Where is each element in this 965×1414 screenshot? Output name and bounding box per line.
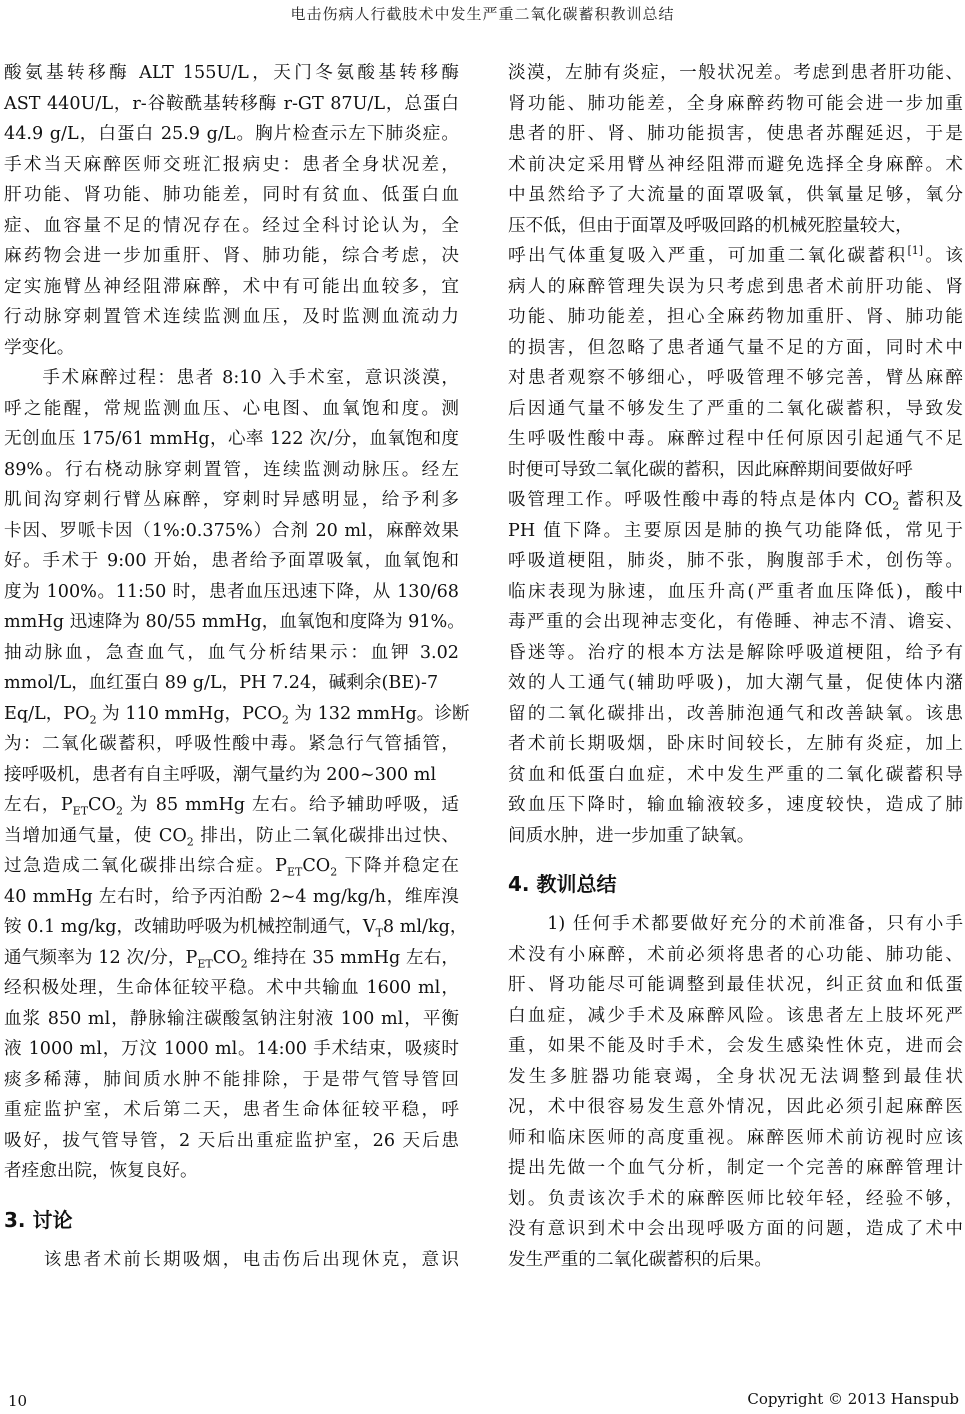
text-line: 白血症，减少手术及麻醉风险。该患者左上肢坏死严 [508, 1005, 963, 1026]
text-line: 况，术中很容易发生意外情况，因此必须引起麻醉医 [508, 1097, 963, 1117]
text-line: 压不低，但由于面罩及呼吸回路的机械死腔量较大， [508, 215, 913, 236]
text-line: 定实施臂丛神经阻滞麻醉，术中有可能出血较多，宜 [4, 276, 459, 297]
text-line: 麻药物会进一步加重肝、肾、肺功能，综合考虑，决 [4, 246, 459, 266]
text-line: 生呼吸性酸中毒。麻醉过程中任何原因引起通气不足 [508, 429, 963, 449]
text-line: 手术麻醉过程：患者 8:10 入手术室，意识淡漠， [4, 368, 459, 388]
text-line: 功能、肺功能差，担心全麻药物加重肝、肾、肺功能 [508, 307, 963, 327]
text-line: 患者的肝、肾、肺功能损害，使患者苏醒延迟，于是 [508, 124, 963, 144]
text-line: 提出先做一个血气分析，制定一个完善的麻醉管理计 [508, 1158, 963, 1178]
text-line: 接呼吸机，患者有自主呼吸，潮气量约为 200~300 ml [4, 764, 437, 785]
text-line: 者术前长期吸烟，卧床时间较长，左肺有炎症，加上 [508, 734, 963, 754]
text-line: mmol/L，血红蛋白 89 g/L，PH 7.24，碱剩余(BE)-7 [4, 673, 439, 693]
text-line-section3-first: 该患者术前长期吸烟，电击伤后出现休克，意识 [4, 1249, 459, 1270]
right-column [508, 58, 963, 1275]
text-line: 卡因、罗哌卡因（1%:0.375%）合剂 20 ml，麻醉效果 [4, 520, 459, 541]
text-line: 手术当天麻醉医师交班汇报病史：患者全身状况差， [4, 154, 459, 175]
text-line: AST 440U/L，r-谷鞍酰基转移酶 r-GT 87U/L，总蛋白 [4, 93, 459, 114]
text-line: 后因通气量不够发生了严重的二氧化碳蓄积，导致发 [508, 398, 963, 419]
text-line: 效的人工通气(辅助呼吸)，加大潮气量，促使体内潴 [508, 673, 963, 693]
text-line: 抽动脉血，急查血气，血气分析结果示：血钾 3.02 [4, 642, 459, 663]
text-line: 毒严重的会出现神志变化，有倦睡、神志不清、谵妄、 [508, 612, 963, 632]
text-line: 发生严重的二氧化碳蓄积的后果。 [508, 1249, 772, 1270]
text-line: mmHg 迅速降为 80/55 mmHg，血氧饱和度降为 91%。 [4, 612, 465, 632]
text-line-citation: 呼出气体重复吸入严重，可加重二氧化碳蓄积[1]。该 [508, 244, 963, 266]
text-line: 肾功能、肺功能差，全身麻醉药物可能会进一步加重 [508, 93, 963, 114]
text-line: 89%。行右桡动脉穿刺置管，连续监测动脉压。经左 [4, 459, 459, 480]
text-line-petco2-35: 通气频率为 12 次/分，$P_{ET}CO_2$ 维持在 35 mmHg 左右， [4, 947, 460, 971]
text-line: PH 值下降。主要原因是肺的换气功能降低，常见于 [508, 520, 963, 541]
text-line: 划。负责该次手术的麻醉医师比较年轻，经验不够， [508, 1188, 963, 1209]
text-line-vt: 铵 0.1 mg/kg，改辅助呼吸为机械控制通气，$V_T8$ ml/kg， [4, 917, 468, 940]
text-line: 临床表现为脉速，血压升高(严重者血压降低)，酸中 [508, 581, 963, 602]
text-line: 呼吸道梗阻，肺炎，肺不张，胸腹部手术，创伤等。 [508, 551, 963, 571]
right-paragraphs-c [508, 516, 963, 852]
section-4-title: 4. 教训总结 [508, 872, 617, 896]
copyright: Copyright © 2013 Hanspub [747, 1390, 959, 1408]
left-paragraphs-b [4, 729, 459, 790]
text-line: 时便可导致二氧化碳的蓄积，因此麻醉期间要做好呼 [508, 459, 913, 480]
text-line: 44.9 g/L，白蛋白 25.9 g/L。胸片检查示左下肺炎症。 [4, 124, 459, 144]
left-paragraphs-c [4, 973, 459, 1187]
text-line: 度为 100%。11:50 时，患者血压迅速下降，从 130/68 [4, 581, 459, 602]
text-line: 血浆 850 ml，静脉输注碳酸氢钠注射液 100 ml，平衡 [4, 1008, 459, 1029]
text-line: 液 1000 ml，万汶 1000 ml。14:00 手术结束，吸痰时 [4, 1039, 459, 1059]
text-line: 肝、肾功能尽可能调整到最佳状况，纠正贫血和低蛋 [508, 975, 963, 995]
text-line: 对患者观察不够细心，呼吸管理不够完善，臂丛麻醉 [508, 368, 963, 388]
text-line: 师和临床医师的高度重视。麻醉医师术前访视时应该 [508, 1127, 963, 1148]
text-line: 者痊愈出院，恢复良好。 [4, 1161, 198, 1181]
text-line: 间质水肿，进一步加重了缺氧。 [508, 825, 755, 846]
text-line: 经积极处理，生命体征较平稳。术中共输血 1600 ml， [4, 978, 459, 998]
text-line: 酸氨基转移酶 ALT 155U/L，天门冬氨酸基转移酶 [4, 63, 459, 83]
running-title: 电击伤病人行截肢术中发生严重二氧化碳蓄积教训总结 [290, 5, 675, 23]
text-line: 病人的麻醉管理失误为只考虑到患者术前肝功能、肾 [508, 276, 963, 297]
text-line: 好。手术于 9:00 开始，患者给予面罩吸氧，血氧饱和 [4, 551, 459, 571]
text-line: 贫血和低蛋白血症，术中发生严重的二氧化碳蓄积导 [508, 764, 963, 785]
text-line: 1) 任何手术都要做好充分的术前准备，只有小手 [508, 914, 963, 934]
text-line: 呼之能醒，常规监测血压、心电图、血氧饱和度。测 [4, 398, 459, 419]
text-line: 行动脉穿刺置管术连续监测血压，及时监测血流动力 [4, 307, 459, 327]
right-paragraphs-a [508, 58, 963, 241]
text-line-petco2-stable: 过急造成二氧化碳排出综合症。$P_{ET}CO_2$ 下降并稳定在 [4, 856, 460, 879]
text-line: 重症监护室，术后第二天，患者生命体征较平稳，呼 [4, 1100, 459, 1120]
text-line: 淡漠，左肺有炎症，一般状况差。考虑到患者肝功能、 [508, 63, 963, 83]
text-line: 没有意识到术中会出现呼吸方面的问题，造成了术中 [508, 1219, 963, 1239]
text-line: 中虽然给予了大流量的面罩吸氧，供氧量足够，氧分 [508, 185, 963, 205]
text-line: 吸好，拔气管导管，2 天后出重症监护室，26 天后患 [4, 1130, 459, 1151]
text-line-po2-pco2: Eq/L，$PO_2$ 为 110 mmHg，$PCO_2$ 为 132 mmHg。诊断 [4, 703, 470, 727]
text-line: 肌间沟穿刺行臂丛麻醉，穿刺时异感明显，给予利多 [4, 490, 459, 510]
text-line: 症、血容量不足的情况存在。经过全科讨论认为，全 [4, 215, 459, 236]
text-line-co2-exhaust: 当增加通气量，使 $CO_2$ 排出，防止二氧化碳排出过快、 [4, 825, 459, 849]
text-line: 学变化。 [4, 337, 75, 358]
text-line: 发生多脏器功能衰竭，全身状况无法调整到最佳状 [508, 1066, 963, 1087]
left-paragraphs-a [4, 58, 465, 699]
text-line: 的损害，但忽略了患者通气量不足的方面，同时术中 [508, 337, 963, 358]
text-line: 肝功能、肾功能、肺功能差，同时有贫血、低蛋白血 [4, 185, 459, 205]
text-line: 痰多稀薄，肺间质水肿不能排除，于是带气管导管回 [4, 1069, 459, 1090]
text-line: 术前决定采用臂丛神经阻滞而避免选择全身麻醉。术 [508, 154, 963, 175]
text-line-petco2-85: 左右，$P_{ET}CO_2$ 为 85 mmHg 左右。给予辅助呼吸，适 [4, 795, 460, 818]
text-line: 术没有小麻醉，术前必须将患者的心功能、肺功能、 [508, 944, 963, 965]
right-paragraphs-b [508, 272, 963, 486]
page-number: 10 [8, 1392, 28, 1410]
text-line: 致血压下降时，输血输液较多，速度较快，造成了肺 [508, 795, 963, 815]
text-line: 留的二氧化碳排出，改善肺泡通气和改善缺氧。该患 [508, 703, 963, 724]
text-line: 为：二氧化碳蓄积，呼吸性酸中毒。紧急行气管插管， [4, 734, 459, 754]
text-line: 无创血压 175/61 mmHg，心率 122 次/分，血氧饱和度 [4, 429, 459, 449]
text-line-propofol: 40 mmHg 左右时，给予丙泊酚 2~4 mg/kg/h，维库溴 [4, 886, 459, 907]
section-3-title: 3. 讨论 [4, 1207, 73, 1232]
left-column [4, 58, 470, 1275]
text-line-co2-accumulation: 吸管理工作。呼吸性酸中毒的特点是体内 $CO_2$ 蓄积及 [508, 490, 964, 513]
right-paragraphs-d [508, 909, 963, 1275]
text-line: 昏迷等。治疗的根本方法是解除呼吸道梗阻，给予有 [508, 642, 963, 663]
text-line: 重，如果不能及时手术，会发生感染性休克，进而会 [508, 1036, 963, 1056]
